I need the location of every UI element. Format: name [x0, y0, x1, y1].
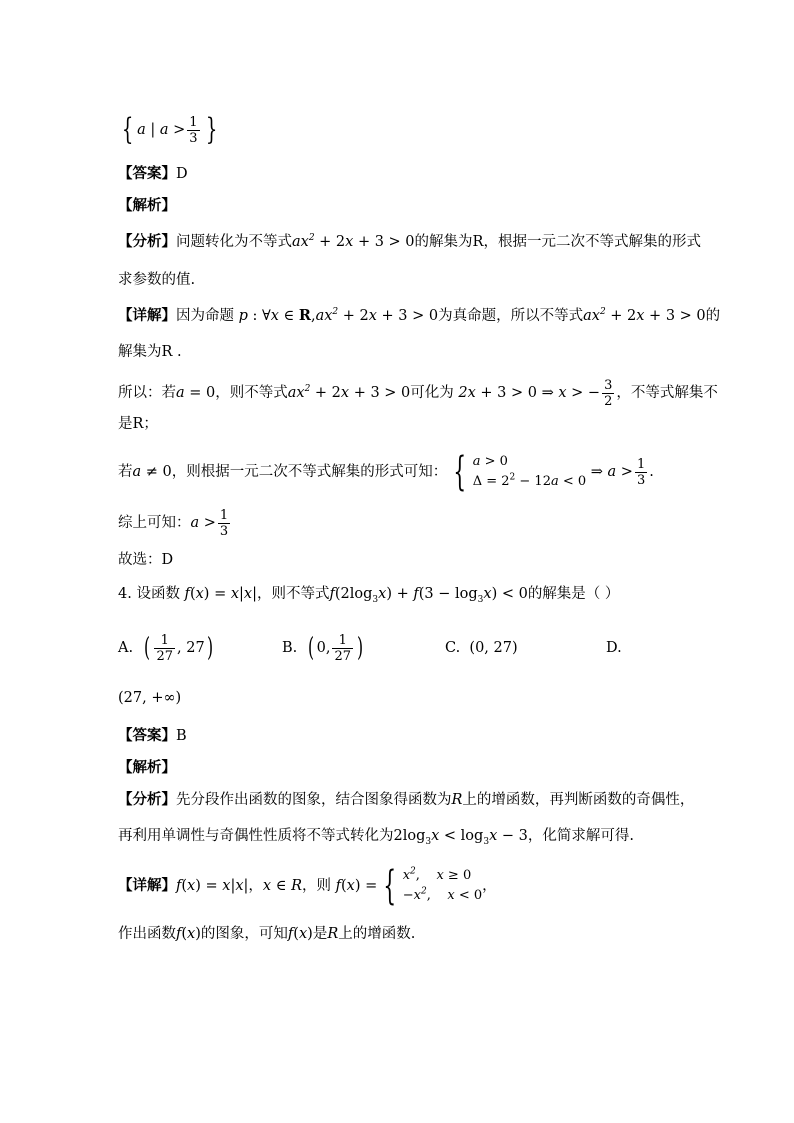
- answer-line: 【答案】 D: [118, 165, 188, 182]
- option-d-label[interactable]: D.: [606, 640, 622, 656]
- fenxi-line-4b: 再利用单调性与奇偶性性质将不等式转化为 $2\log_3x < \log_3x - 3$ ，化简求解可得.: [118, 828, 634, 847]
- detail-line-4: 【详解】 f(x) = x|x| ， x ∈ R ，则 f(x) = { $x^2$, x ≥ 0 $-x^2$, x < 0 ，: [118, 863, 497, 909]
- case-a-nonzero: 若 a ≠ 0 ，则根据一元二次不等式解集的形式可知： { a > 0 $\Delta = 2^2 - 12a < 0$ ⇒ a > $\frac{1}{3}$ .: [118, 449, 654, 495]
- fenxi-line-2: 求参数的值.: [118, 272, 196, 288]
- option-c[interactable]: C. (0, 27): [445, 640, 518, 656]
- system-brace: { a > 0 $\Delta = 2^2 - 12a < 0$: [453, 449, 587, 495]
- summary-line: 综上可知： a > $\frac{1}{3}$: [118, 507, 229, 539]
- fraction: $\frac{1}{3}$: [189, 114, 198, 146]
- option-b[interactable]: B. ( 0 , $\frac{1}{27}$ ): [282, 632, 364, 664]
- last-line: 作出函数 f(x) 的图象，可知 f(x) 是 R 上的增函数.: [118, 926, 416, 942]
- fenxi-line-4: 【分析】 先分段作出函数的图象，结合图象得函数为 R 上的增函数，再判断函数的奇偶性，: [118, 791, 695, 808]
- analysis-heading-4: 【解析】: [118, 759, 176, 776]
- case-a-zero: 所以：若 a = 0 ，则不等式 $ax^2 + 2x + 3 > 0$ 可化为 2x + 3 > 0 ⇒ x > − $\frac{3}{2}$ ，不等式解集不: [118, 377, 718, 409]
- question-4-stem: 4. 设函数 f(x) = x|x| ，则不等式 $f(2\log_3x) + f(3 - \log_3x) < 0$ 的解集是（ ）: [118, 586, 620, 605]
- detail-line: 【详解】 因为命题 p : ∀x ∈ $R,ax^2 + 2x + 3 > 0$ 为真命题，所以不等式 $ax^2 + 2x + 3 > 0$ 的: [118, 307, 721, 324]
- answer-line-4: 【答案】 B: [118, 727, 187, 744]
- piecewise-brace: { $x^2$, x ≥ 0 $-x^2$, x < 0: [383, 863, 483, 909]
- set-expression: { a | a > $\frac{1}{3}$ }: [121, 112, 217, 147]
- set-expr-left: a | a >: [137, 122, 186, 138]
- choose-line: 故选：D: [118, 552, 174, 568]
- analysis-heading: 【解析】: [118, 197, 176, 214]
- option-a[interactable]: A. ( $\frac{1}{27}$ , 27 ): [118, 632, 213, 664]
- detail-line-2: 解集为R .: [118, 344, 182, 360]
- option-d-value: (27, +∞): [118, 690, 182, 706]
- case-a-zero-2: 是R；: [118, 416, 158, 432]
- fenxi-line: 【分析】 问题转化为不等式 $ax^2 + 2x + 3 > 0$ 的解集为R，根据一元二次不等式解集的形式: [118, 233, 701, 250]
